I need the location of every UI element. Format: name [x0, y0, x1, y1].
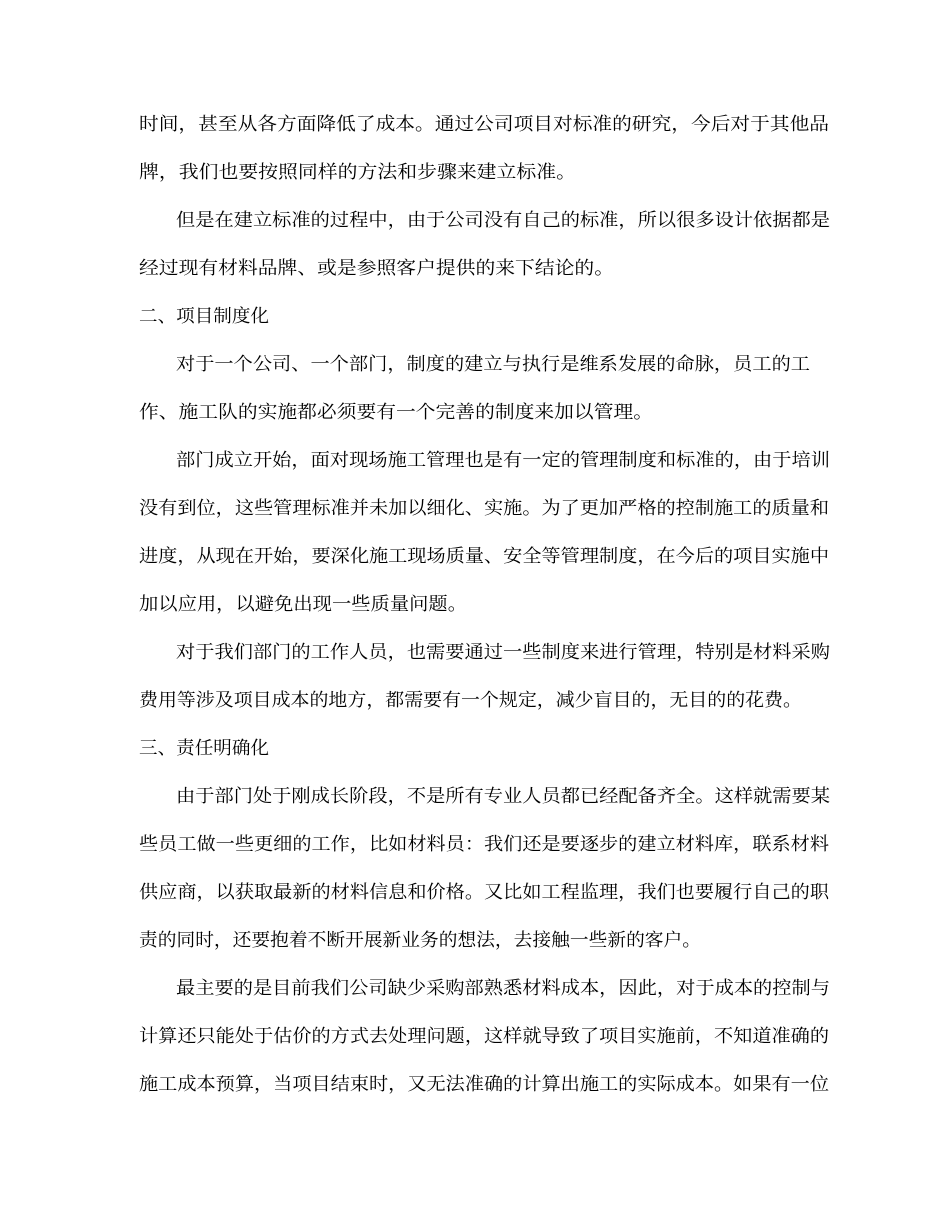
text-line [139, 109, 829, 141]
line-text: 时间，甚至从各方面降低了成本。通过公司项目对标准的研究，今后对于其他品 [139, 114, 829, 135]
line-text: 部门成立开始，面对现场施工管理也是有一定的管理制度和标准的，由于培训 [176, 450, 830, 471]
line-text: 些员工做一些更细的工作，比如材料员：我们还是要逐步的建立材料库，联系材料 [139, 834, 829, 855]
line-text: 三、责任明确化 [139, 738, 269, 759]
line-text: 但是在建立标准的过程中，由于公司没有自己的标准，所以很多设计依据都是 [176, 210, 830, 231]
line-text: 最主要的是目前我们公司缺少采购部熟悉材料成本，因此，对于成本的控制与 [176, 978, 830, 999]
text-line [139, 1069, 829, 1101]
line-text: 对于我们部门的工作人员，也需要通过一些制度来进行管理，特别是材料采购 [176, 642, 830, 663]
line-text: 二、项目制度化 [139, 306, 269, 327]
section-heading [139, 733, 339, 765]
line-text: 进度，从现在开始，要深化施工现场质量、安全等管理制度，在今后的项目实施中 [139, 546, 829, 567]
text-line [176, 973, 830, 1005]
text-line [176, 637, 830, 669]
line-text: 作、施工队的实施都必须要有一个完善的制度来加以管理。 [139, 402, 653, 423]
text-line [139, 253, 659, 285]
line-text: 经过现有材料品牌、或是参照客户提供的来下结论的。 [139, 258, 614, 279]
text-line [139, 829, 829, 861]
section-heading [139, 301, 339, 333]
line-text: 计算还只能处于估价的方式去处理问题，这样就导致了项目实施前，不知道准确的 [139, 1026, 829, 1047]
text-line [139, 157, 659, 189]
text-line [139, 877, 829, 909]
text-line [176, 205, 830, 237]
text-line [139, 493, 829, 525]
text-line [176, 781, 830, 813]
text-line [176, 445, 830, 477]
text-line [139, 541, 829, 573]
line-text: 没有到位，这些管理标准并未加以细化、实施。为了更加严格的控制施工的质量和 [139, 498, 829, 519]
line-text: 施工成本预算，当项目结束时，又无法准确的计算出施工的实际成本。如果有一位 [139, 1074, 829, 1095]
text-line [139, 589, 559, 621]
text-line [139, 685, 809, 717]
line-text: 供应商，以获取最新的材料信息和价格。又比如工程监理，我们也要履行自己的职 [139, 882, 829, 903]
line-text: 加以应用，以避免出现一些质量问题。 [139, 594, 468, 615]
line-text: 费用等涉及项目成本的地方，都需要有一个规定，减少盲目的，无目的的花费。 [139, 690, 802, 711]
line-text: 责的同时，还要抱着不断开展新业务的想法，去接触一些新的客户。 [139, 930, 701, 951]
text-line [139, 1021, 829, 1053]
line-text: 由于部门处于刚成长阶段，不是所有专业人员都已经配备齐全。这样就需要某 [176, 786, 830, 807]
text-line [139, 397, 719, 429]
text-line [176, 349, 810, 381]
text-line [139, 925, 759, 957]
line-text: 对于一个公司、一个部门，制度的建立与执行是维系发展的命脉，员工的工 [176, 354, 810, 375]
line-text: 牌，我们也要按照同样的方法和步骤来建立标准。 [139, 162, 576, 183]
